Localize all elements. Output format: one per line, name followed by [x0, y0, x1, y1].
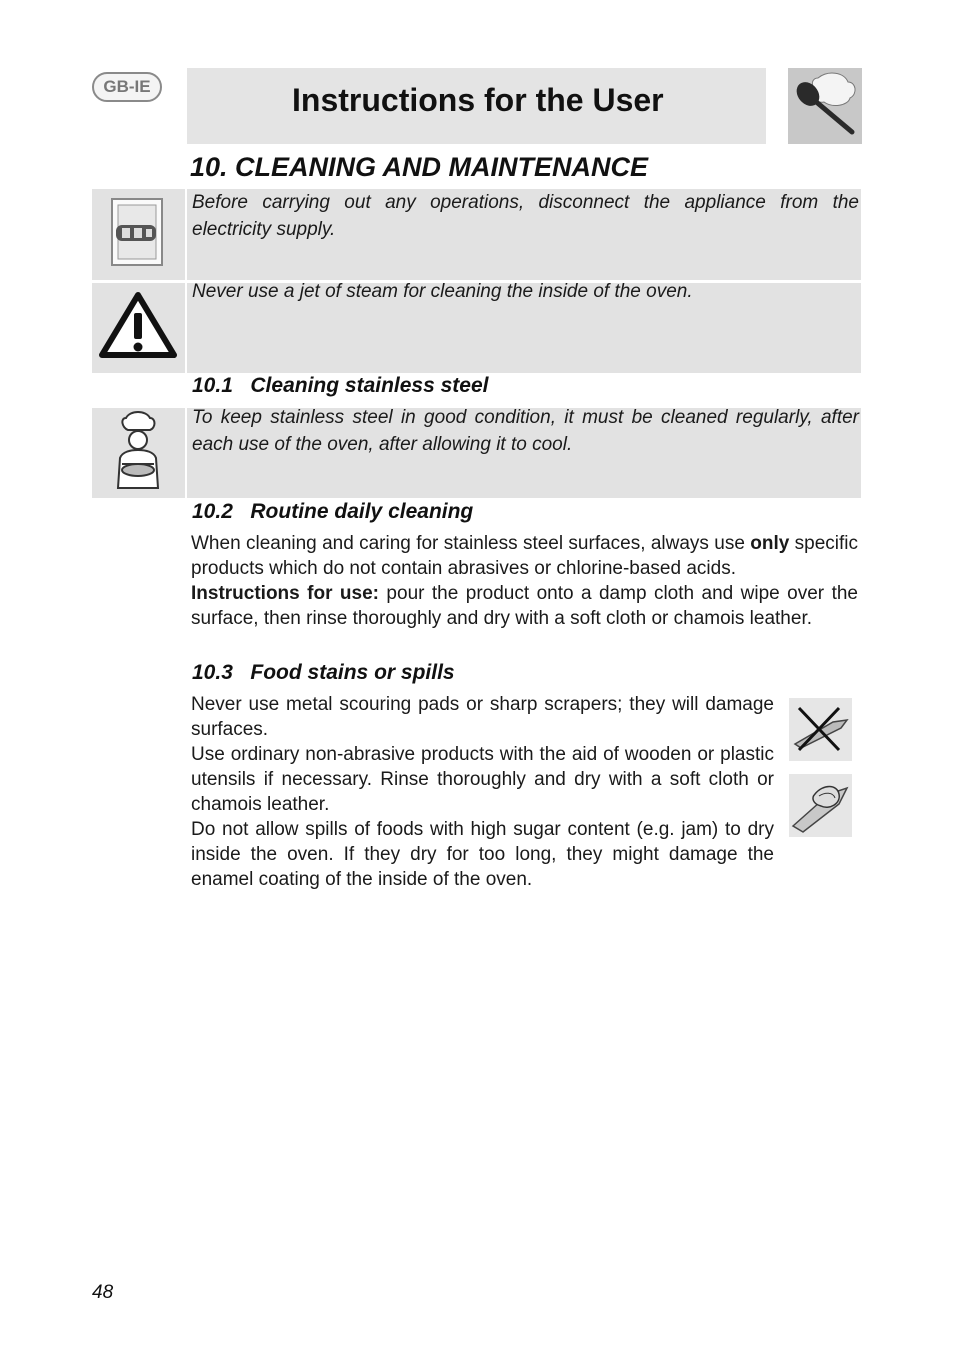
paragraph: When cleaning and caring for stainless steel surfaces, always use only specific products which do not contain abrasives or chlorine-based acids.: [191, 533, 858, 579]
routine-cleaning-text: [191, 531, 858, 631]
subsection-number: 10.1: [192, 374, 233, 397]
paragraph: Do not allow spills of foods with high sugar content (e.g. jam) to dry inside the oven. If they dry for too long, they might damage the enamel coating of the inside of the oven.: [191, 819, 774, 890]
cleaning-cloth-icon: [789, 774, 852, 837]
chef-icon: [92, 408, 185, 498]
subsection-title-10-3: [192, 661, 455, 685]
subsection-number: 10.3: [192, 661, 233, 684]
page-number: 48: [92, 1282, 114, 1303]
paragraph: Use ordinary non-abrasive products with the aid of wooden or plastic utensils if necessary. Rinse thoroughly and dry with a soft cloth or chamois leather.: [191, 744, 774, 815]
note-text: Never use a jet of steam for cleaning the inside of the oven.: [192, 281, 693, 302]
note-text: Before carrying out any operations, disconnect the appliance from the electricity supply.: [192, 192, 859, 240]
emphasis-instructions: Instructions for use:: [191, 583, 379, 604]
note-box-disconnect: [187, 189, 861, 280]
paragraph: Never use metal scouring pads or sharp scrapers; they will damage surfaces.: [191, 694, 774, 740]
subsection-title-10-2: [192, 500, 473, 524]
emphasis-only: only: [750, 533, 790, 554]
food-stains-text: [191, 692, 774, 892]
subsection-title: Food stains or spills: [250, 661, 455, 684]
language-badge: GB-IE: [92, 72, 162, 102]
note-text: To keep stainless steel in good condition, it must be cleaned regularly, after each use of the oven, after allowing it to cool.: [192, 407, 859, 455]
warning-triangle-icon: [92, 283, 185, 373]
note-box-steam: [187, 283, 861, 373]
spoon-chef-hat-icon: [788, 68, 862, 144]
subsection-title: Routine daily cleaning: [250, 500, 474, 523]
crossed-scraper-icon: [789, 698, 852, 761]
section-title: 10. CLEANING AND MAINTENANCE: [190, 152, 649, 182]
subsection-title: Cleaning stainless steel: [250, 374, 489, 397]
paragraph: Instructions for use: pour the product onto a damp cloth and wipe over the surface, then rinse thoroughly and dry with a soft cloth or chamois leather.: [191, 583, 858, 629]
subsection-title-10-1: [192, 374, 489, 398]
power-socket-icon: [92, 189, 185, 280]
page-title: Instructions for the User: [292, 82, 664, 118]
note-box-stainless: [187, 408, 861, 498]
subsection-number: 10.2: [192, 500, 233, 523]
